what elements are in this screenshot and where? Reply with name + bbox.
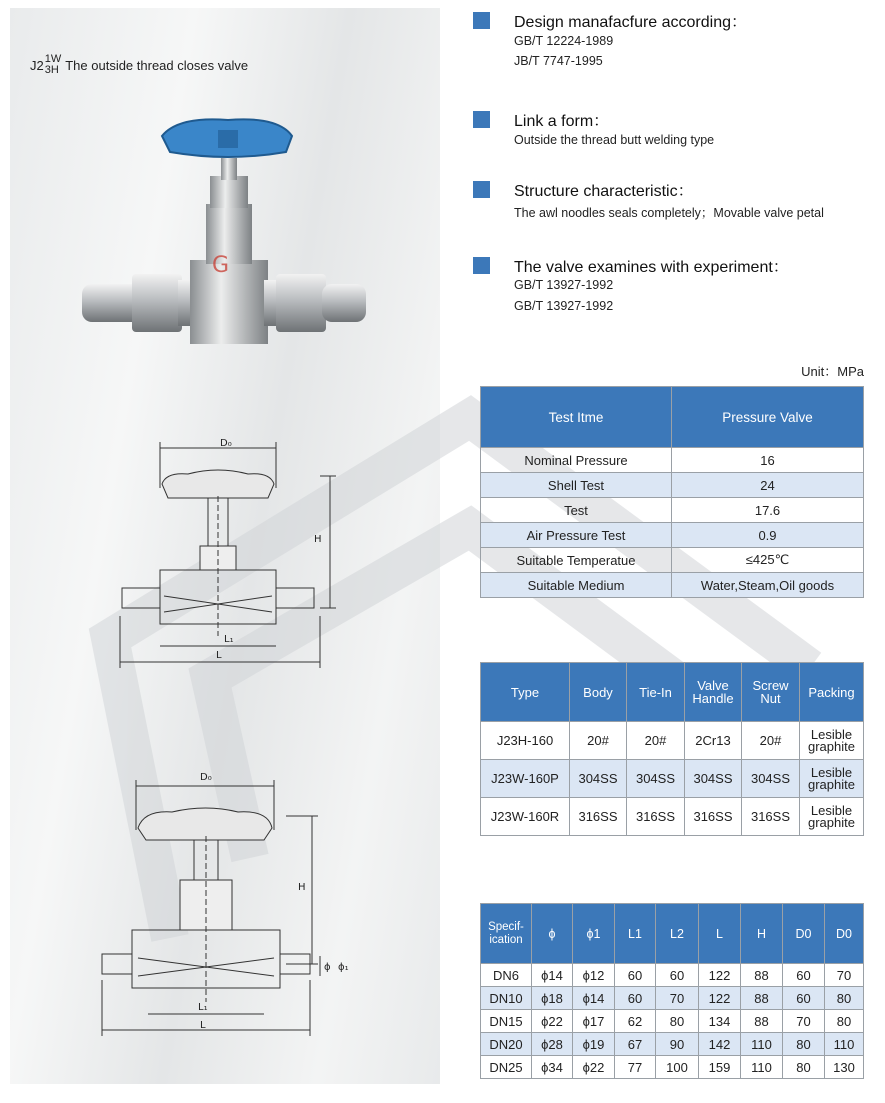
table-cell: 80 (783, 1056, 825, 1079)
table-cell: ϕ14 (532, 964, 573, 987)
table-header: Tie-In (627, 663, 685, 722)
table-cell: 67 (615, 1033, 656, 1056)
section-heading: Structure characteristic： (514, 183, 694, 200)
table-cell: 90 (656, 1033, 699, 1056)
table-cell: 60 (615, 964, 656, 987)
table-header: H (741, 904, 783, 964)
table-cell: 316SS (570, 798, 627, 836)
table-row (481, 523, 864, 548)
d0-label: D₀ (220, 438, 232, 449)
bullet-icon (473, 111, 490, 128)
table-cell: ϕ19 (573, 1033, 615, 1056)
table-cell: 0.9 (672, 523, 864, 548)
table-cell: ϕ22 (532, 1010, 573, 1033)
table-cell: 70 (656, 987, 699, 1010)
table-cell: 316SS (685, 798, 742, 836)
model-prefix: J2 (30, 57, 44, 73)
table-cell: DN15 (481, 1010, 532, 1033)
table-cell: 110 (741, 1033, 783, 1056)
table-cell: Nominal Pressure (481, 448, 672, 473)
bullet-icon (473, 12, 490, 29)
table-cell: ϕ34 (532, 1056, 573, 1079)
table-cell: 80 (783, 1033, 825, 1056)
table-row (481, 1010, 864, 1033)
table-cell: Air Pressure Test (481, 523, 672, 548)
table-cell: 304SS (685, 760, 742, 798)
table-cell: ϕ12 (573, 964, 615, 987)
pressure-table (480, 386, 864, 598)
table-cell: 60 (615, 987, 656, 1010)
table-cell: 130 (825, 1056, 864, 1079)
table-cell: DN6 (481, 964, 532, 987)
model-suffix (45, 54, 62, 76)
table-header: Pressure Valve (672, 387, 864, 448)
table-cell: 70 (783, 1010, 825, 1033)
table-cell: DN10 (481, 987, 532, 1010)
table-row (481, 498, 864, 523)
table-row (481, 798, 864, 836)
table-cell: 110 (741, 1056, 783, 1079)
table-cell: Lesible graphite (800, 722, 864, 760)
table-cell: J23W-160R (481, 798, 570, 836)
table-cell: DN25 (481, 1056, 532, 1079)
model-sub: 3H (44, 64, 59, 76)
table-cell: 2Cr13 (685, 722, 742, 760)
table-cell: 316SS (742, 798, 800, 836)
table-cell: DN20 (481, 1033, 532, 1056)
table-cell: 62 (615, 1010, 656, 1033)
table-cell: 20# (570, 722, 627, 760)
section-heading: The valve examines with experiment： (514, 259, 789, 276)
table-cell: 304SS (627, 760, 685, 798)
table-cell: 60 (656, 964, 699, 987)
table-cell: 122 (699, 987, 741, 1010)
table-cell: Lesible graphite (800, 798, 864, 836)
valve-drawing-2 (96, 766, 358, 1042)
table-cell: 142 (699, 1033, 741, 1056)
l-label: L (216, 650, 222, 661)
table-cell: ϕ17 (573, 1010, 615, 1033)
table-cell: 24 (672, 473, 864, 498)
bullet-icon (473, 257, 490, 274)
section-line: GB/T 13927-1992 (514, 299, 614, 313)
section-line: GB/T 13927-1992 (514, 278, 614, 292)
material-table (480, 662, 864, 836)
table-header: L2 (656, 904, 699, 964)
l-label-2: L (200, 1020, 206, 1031)
section-line: JB/T 7747-1995 (514, 54, 603, 68)
table-cell: Suitable Temperatue (481, 548, 672, 573)
table-cell: 134 (699, 1010, 741, 1033)
table-header: L1 (615, 904, 656, 964)
table-row (481, 448, 864, 473)
table-header: Valve Handle (685, 663, 742, 722)
table-cell: Water,Steam,Oil goods (672, 573, 864, 598)
table-header: Type (481, 663, 570, 722)
bullet-icon (473, 181, 490, 198)
table-header: Body (570, 663, 627, 722)
table-row (481, 573, 864, 598)
table-row (481, 1033, 864, 1056)
table-cell: Suitable Medium (481, 573, 672, 598)
table-cell: 80 (825, 1010, 864, 1033)
spec-table (480, 903, 864, 1079)
table-header: Test Itme (481, 387, 672, 448)
model-sup: 1W (44, 53, 62, 65)
table-cell: 80 (825, 987, 864, 1010)
table-header: D0 (825, 904, 864, 964)
l1-label: L₁ (224, 634, 234, 645)
h-label-2: H (298, 882, 306, 893)
table-cell: ϕ28 (532, 1033, 573, 1056)
l1-label-2: L₁ (198, 1002, 208, 1013)
table-header: L (699, 904, 741, 964)
valve-drawing-1 (108, 436, 344, 668)
table-row (481, 987, 864, 1010)
table-cell: 316SS (627, 798, 685, 836)
table-cell: ϕ22 (573, 1056, 615, 1079)
h-label: H (314, 534, 322, 545)
table-cell: 88 (741, 1010, 783, 1033)
table-row (481, 760, 864, 798)
table-header: Packing (800, 663, 864, 722)
section-heading: Link a form： (514, 113, 610, 130)
table-cell: 20# (742, 722, 800, 760)
table-cell: ≤425℃ (672, 548, 864, 573)
table-cell: 100 (656, 1056, 699, 1079)
table-cell: Test (481, 498, 672, 523)
table-cell: 77 (615, 1056, 656, 1079)
table-header: ϕ1 (573, 904, 615, 964)
table-cell: 88 (741, 964, 783, 987)
table-cell: 20# (627, 722, 685, 760)
table-cell: ϕ18 (532, 987, 573, 1010)
table-header: ϕ (532, 904, 573, 964)
table-row (481, 548, 864, 573)
table-cell: 17.6 (672, 498, 864, 523)
table-cell: 304SS (570, 760, 627, 798)
table-cell: 80 (656, 1010, 699, 1033)
table-cell: J23H-160 (481, 722, 570, 760)
table-cell: 60 (783, 964, 825, 987)
valve-photo (78, 112, 370, 352)
svg-text:G: G (212, 253, 230, 278)
table-row (481, 964, 864, 987)
table-cell: 110 (825, 1033, 864, 1056)
table-cell: 304SS (742, 760, 800, 798)
table-header: Specif-ication (481, 904, 532, 964)
table-cell: ϕ14 (573, 987, 615, 1010)
table-row (481, 1056, 864, 1079)
section-line: Outside the thread butt welding type (514, 133, 715, 147)
table-cell: 60 (783, 987, 825, 1010)
table-header: D0 (783, 904, 825, 964)
table-cell: Shell Test (481, 473, 672, 498)
phi-label: ϕ (324, 962, 331, 973)
table-cell: J23W-160P (481, 760, 570, 798)
table-cell: 70 (825, 964, 864, 987)
model-title-text: The outside thread closes valve (65, 57, 249, 73)
table-header: Screw Nut (742, 663, 800, 722)
table-cell: 122 (699, 964, 741, 987)
table-row (481, 722, 864, 760)
table-cell: 88 (741, 987, 783, 1010)
table-row (481, 473, 864, 498)
table-cell: 159 (699, 1056, 741, 1079)
model-title (30, 54, 248, 76)
unit-label: Unit：MPa (801, 364, 864, 379)
phi1-label: ϕ₁ (338, 962, 349, 973)
table-cell: Lesible graphite (800, 760, 864, 798)
d0-label-2: D₀ (200, 772, 212, 783)
section-line: GB/T 12224-1989 (514, 34, 614, 48)
section-line: The awl noodles seals completely；Movable valve petal (514, 206, 824, 220)
table-cell: 16 (672, 448, 864, 473)
section-heading: Design manafacfure according： (514, 14, 748, 31)
